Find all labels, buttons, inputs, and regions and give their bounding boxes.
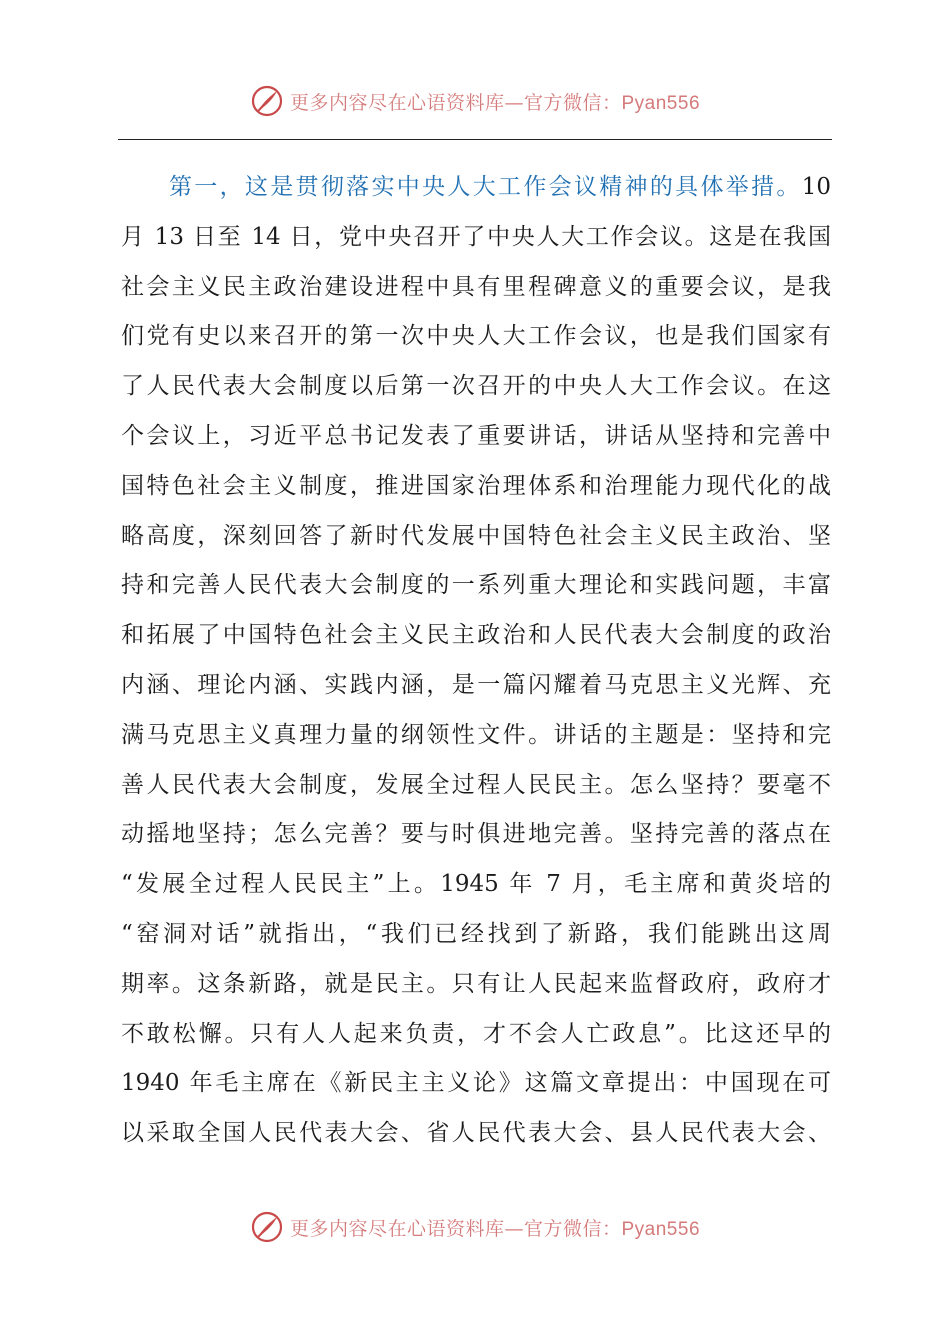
body-line: “发展全过程人民民主”上。1945 年 7 月，毛主席和黄炎培的	[121, 871, 831, 898]
body-line: 持和完善人民代表大会制度的一系列重大理论和实践问题，丰富	[121, 572, 831, 599]
body-line: 1940 年毛主席在《新民主主义论》这篇文章提出：中国现在可	[121, 1070, 831, 1097]
body-line: 们党有史以来召开的第一次中央人大工作会议，也是我们国家有	[121, 323, 831, 350]
footer-banner	[0, 1210, 950, 1244]
footer-text: 更多内容尽在心语资料库—官方微信：	[289, 1217, 622, 1240]
body-line-text: 10	[801, 174, 831, 200]
body-line: “窑洞对话”就指出，“我们已经找到了新路，我们能跳出这周	[121, 920, 831, 947]
body-line: 满马克思主义真理力量的纲领性文件。讲话的主题是：坚持和完	[121, 721, 831, 748]
body-line: 略高度，深刻回答了新时代发展中国特色社会主义民主政治、坚	[121, 522, 831, 549]
body-line: 社会主义民主政治建设进程中具有里程碑意义的重要会议，是我	[121, 273, 831, 300]
body-line: 和拓展了中国特色社会主义民主政治和人民代表大会制度的政治	[121, 622, 831, 649]
highlight-sentence: 第一，这是贯彻落实中央人大工作会议精神的具体举措。	[169, 174, 802, 200]
header-banner-text	[290, 88, 700, 115]
quill-logo-icon	[250, 84, 284, 118]
body-line: 善人民代表大会制度，发展全过程人民民主。怎么坚持？要毫不	[121, 771, 831, 798]
header-text: 更多内容尽在心语资料库—官方微信：	[289, 91, 622, 114]
body-line: 月 13 日至 14 日，党中央召开了中央人大工作会议。这是在我国	[121, 223, 831, 250]
footer-handle: Pyan556	[621, 1218, 701, 1240]
header-handle: Pyan556	[621, 92, 701, 114]
body-line	[121, 163, 831, 213]
body-line: 了人民代表大会制度以后第一次召开的中央人大工作会议。在这	[121, 373, 831, 400]
body-line: 期率。这条新路，就是民主。只有让人民起来监督政府，政府才	[121, 970, 831, 997]
body-line: 国特色社会主义制度，推进国家治理体系和治理能力现代化的战	[121, 472, 831, 499]
footer-banner-text	[290, 1214, 700, 1241]
body-line: 内涵、理论内涵、实践内涵，是一篇闪耀着马克思主义光辉、充	[121, 671, 831, 698]
body-line: 个会议上，习近平总书记发表了重要讲话，讲话从坚持和完善中	[121, 422, 831, 449]
body-line: 动摇地坚持；怎么完善？要与时俱进地完善。坚持完善的落点在	[121, 821, 831, 848]
body-line: 不敢松懈。只有人人起来负责，才不会人亡政息”。比这还早的	[121, 1020, 831, 1047]
header-divider	[118, 139, 832, 140]
document-body	[121, 163, 831, 1159]
body-line: 以采取全国人民代表大会、省人民代表大会、县人民代表大会、	[121, 1120, 831, 1147]
header-banner	[0, 84, 950, 118]
quill-logo-icon	[250, 1210, 284, 1244]
